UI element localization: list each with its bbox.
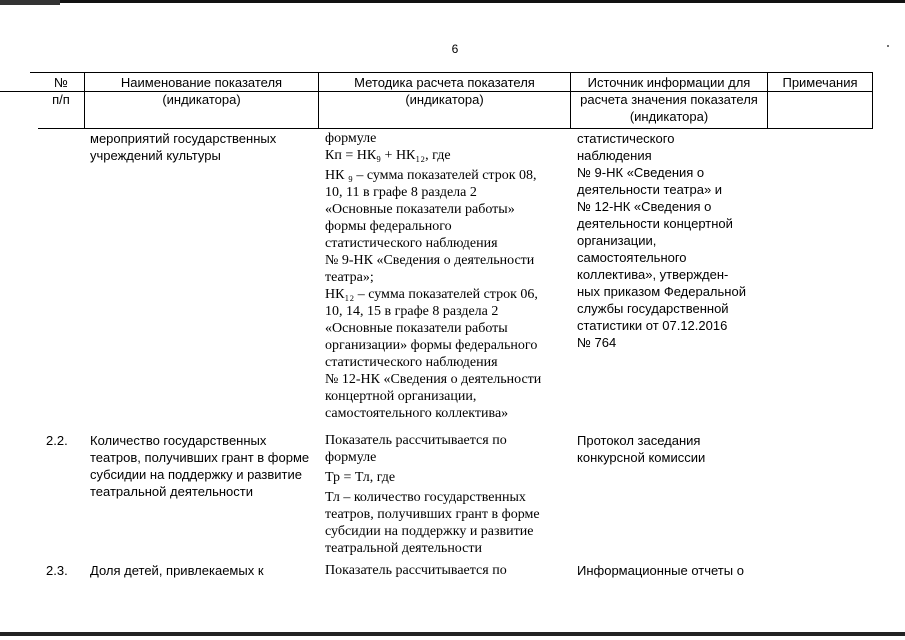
- row1-method-line: статистического наблюдения: [325, 355, 498, 370]
- row-2-2-source-line: Протокол заседания: [577, 433, 701, 448]
- row1-method-line: НК ₉ – сумма показателей строк 08,: [325, 168, 537, 183]
- header-method-line1: Методика расчета показателя: [354, 75, 535, 90]
- row1-method-line: концертной организации,: [325, 389, 477, 404]
- header-number-line1: №: [54, 75, 68, 90]
- row1-method: [325, 130, 570, 422]
- header-bottom-border: [38, 128, 873, 129]
- row1-method-line: «Основные показатели работы: [325, 321, 508, 336]
- header-method: [319, 74, 570, 108]
- row1-method-line: 10, 14, 15 в графе 8 раздела 2: [325, 304, 499, 319]
- row-2-3-source-line: Информационные отчеты о: [577, 563, 744, 578]
- row-2-2-name-line: театров, получивших грант в форме: [90, 450, 310, 465]
- row1-name: [90, 130, 315, 164]
- row-2-2-name-line: Количество государственных: [90, 433, 267, 448]
- scan-speck: [887, 45, 889, 47]
- header-number: [38, 74, 84, 108]
- row1-source-line: № 764: [577, 335, 617, 350]
- row1-method-line: статистического наблюдения: [325, 236, 498, 251]
- row1-source-line: коллектива», утвержден-: [577, 267, 729, 282]
- header-notes: [768, 74, 872, 91]
- row-2-3-number: 2.3.: [46, 563, 68, 578]
- row-2-2-method-line: театров, получивших грант в форме: [325, 507, 540, 522]
- row-2-3-name: [90, 562, 318, 579]
- row-2-2-method-formula: Тр = Тл, где: [325, 470, 396, 485]
- row1-source-line: статистики от 07.12.2016: [577, 318, 728, 333]
- header-method-line2: (индикатора): [405, 92, 484, 107]
- row1-source-line: деятельности концертной: [577, 216, 733, 231]
- row1-source-line: статистического: [577, 131, 675, 146]
- row1-method-line: самостоятельного коллектива»: [325, 406, 509, 421]
- header-source: [571, 74, 767, 125]
- row-2-2-method: [325, 432, 570, 557]
- row-2-3-name-line: Доля детей, привлекаемых к: [90, 563, 264, 578]
- row1-source: [577, 130, 767, 351]
- row1-method-line: формуле: [325, 131, 377, 146]
- row1-method-formula: Кп = НК₉ + НК₁₂, где: [325, 148, 451, 163]
- header-top-border: [30, 72, 873, 73]
- row-2-2-source-line: конкурсной комиссии: [577, 450, 706, 465]
- row1-source-line: № 12-НК «Сведения о: [577, 199, 712, 214]
- row-2-2-source: [577, 432, 767, 466]
- scan-edge-bottom: [0, 632, 905, 636]
- row1-method-line: формы федерального: [325, 219, 452, 234]
- header-name-line1: Наименование показателя: [120, 75, 283, 90]
- row-2-2-number: 2.2.: [46, 433, 68, 448]
- row1-method-line: НК₁₂ – сумма показателей строк 06,: [325, 287, 538, 302]
- row-2-2-name: [90, 432, 318, 500]
- page-number: 6: [451, 42, 459, 56]
- header-source-line1: Источник информации для: [587, 75, 751, 90]
- row1-source-line: организации,: [577, 233, 657, 248]
- row1-source-line: службы государственной: [577, 301, 729, 316]
- header-notes-line1: Примечания: [782, 75, 858, 90]
- row-2-2-method-line: Показатель рассчитывается по: [325, 433, 507, 448]
- row-2-3-method-line: Показатель рассчитывается по: [325, 563, 507, 578]
- row-2-3-source: [577, 562, 767, 579]
- row1-name-line: учреждений культуры: [90, 148, 221, 163]
- row1-source-line: деятельности театра» и: [577, 182, 723, 197]
- col-divider-5: [872, 72, 873, 129]
- row-2-2-method-line: театральной деятельности: [325, 541, 482, 556]
- row1-method-line: «Основные показатели работы»: [325, 202, 515, 217]
- scan-edge-top: [0, 0, 905, 3]
- row1-method-line: организации» формы федерального: [325, 338, 538, 353]
- row-2-2-name-line: субсидии на поддержку и развитие: [90, 467, 302, 482]
- row-2-2-method-line: субсидии на поддержку и развитие: [325, 524, 534, 539]
- row1-name-line: мероприятий государственных: [90, 131, 277, 146]
- header-source-line2: расчета значения показателя: [580, 92, 758, 107]
- scan-mark: [0, 0, 60, 5]
- row1-method-line: № 12-НК «Сведения о деятельности: [325, 372, 542, 387]
- row1-source-line: самостоятельного: [577, 250, 687, 265]
- row-2-2-name-line: театральной деятельности: [90, 484, 253, 499]
- header-source-line3: (индикатора): [629, 109, 709, 124]
- row1-method-line: театра»;: [325, 270, 374, 285]
- header-indicator-name: [85, 74, 318, 108]
- header-name-line2: (индикатора): [162, 92, 241, 107]
- row-2-2-method-line: формуле: [325, 450, 377, 465]
- row-2-2-method-line: Тл – количество государственных: [325, 490, 526, 505]
- row1-method-line: № 9-НК «Сведения о деятельности: [325, 253, 535, 268]
- row1-source-line: наблюдения: [577, 148, 652, 163]
- row1-method-line: 10, 11 в графе 8 раздела 2: [325, 185, 477, 200]
- row-2-3-method: [325, 562, 570, 579]
- row1-source-line: ных приказом Федеральной: [577, 284, 746, 299]
- row1-source-line: № 9-НК «Сведения о: [577, 165, 705, 180]
- header-number-line2: п/п: [52, 92, 70, 107]
